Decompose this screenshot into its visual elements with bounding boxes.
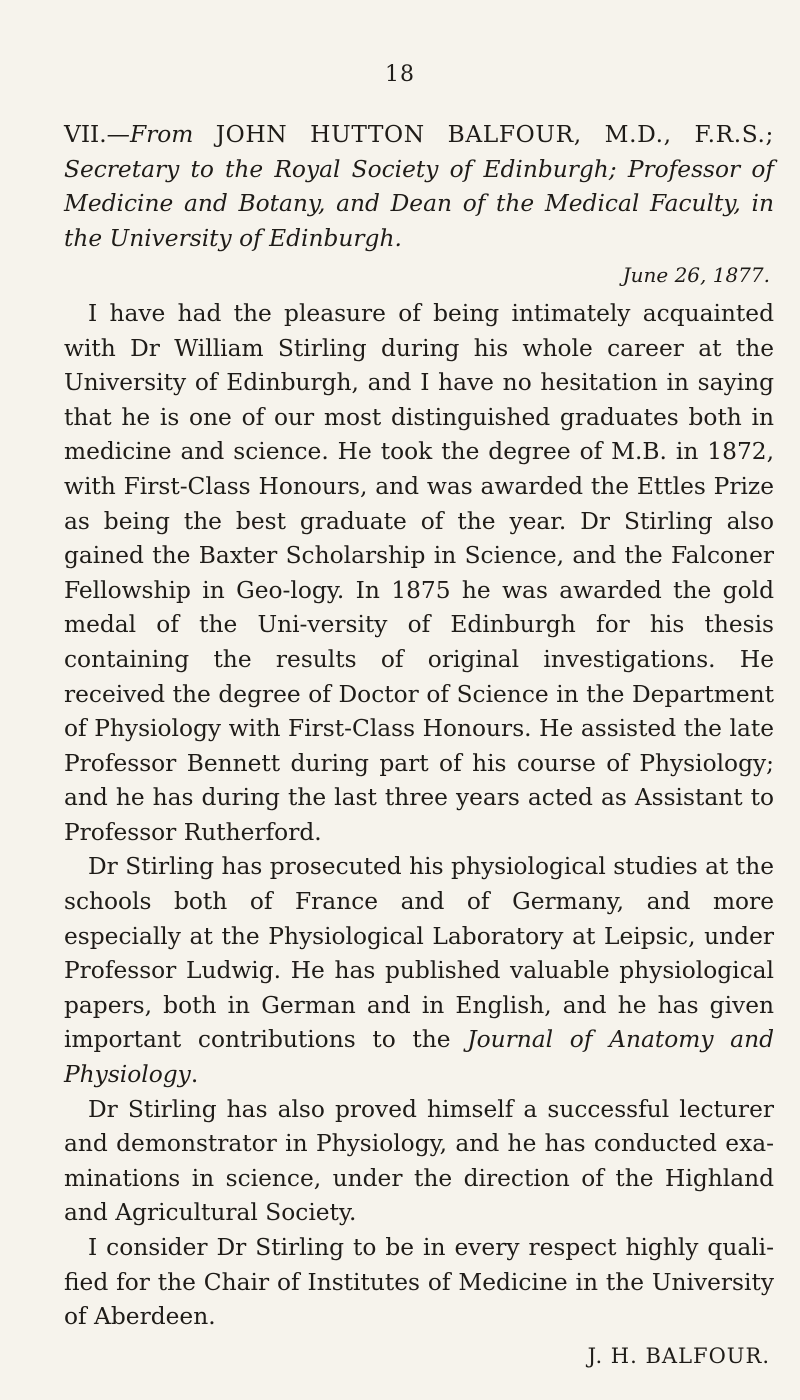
section-numeral: VII.— — [64, 121, 130, 148]
paragraph-3: Dr Stirling has also proved himself a successful lecturer and demonstrator in Physiology, and he has conducted exa-minations in science, under the direction of the Highland and Agricultural Society. — [64, 1095, 774, 1227]
letter-date: June 26, 1877. — [622, 263, 770, 288]
paragraph-1: I have had the pleasure of being intimately acquainted with Dr William Stirling during his whole career at the University of Edinburgh, and I have no hesitation in saying that he is one of our most distinguished graduates both in medicine and science. He took the degree of M.B. in 1872, with First-Class Honours, and was awarded the Ettles Prize as being the best graduate of the year. Dr Stirling also gained the Baxter Scholarship in Science, and the Falconer Fellowship in Geo-logy. In 1875 he was awarded the gold medal of the Uni-versity of Edinburgh for his thesis containing the results of original investigations. He received the degree of Doctor of Science in the Department of Physiology with First-Class Honours. He assisted the late Professor Bennett during part of his course of Physiology; and he has during the last three years acted as Assistant to Professor Rutherford. — [64, 299, 774, 846]
author-description: Secretary to the Royal Society of Edinburgh; Professor of Medicine and Botany, and Dean of the Medical Faculty, in the University of Edinburgh. — [64, 155, 774, 252]
paragraph-2-end: . — [190, 1061, 199, 1089]
paragraph-4: I consider Dr Stirling to be in every respect highly quali-fied for the Chair of Institutes of Medicine in the University of Aberdeen. — [64, 1234, 774, 1331]
paragraph-2-text: Dr Stirling has prosecuted his physiological studies at the schools both of France and of Germany, and more especially at the Physiological Laboratory at Leipsic, under Professor Ludwig. He has published valuable physiological papers, both in German and in English, and he has given important contributions to the — [64, 853, 774, 1054]
from-label: From — [129, 121, 194, 148]
page-number: 18 — [385, 62, 415, 87]
signature: J. H. BALFOUR. — [587, 1343, 770, 1368]
letter-body — [64, 118, 774, 1373]
journal-title: Journal of Anatomy and Physiology — [64, 1026, 774, 1089]
letter-heading — [64, 118, 774, 256]
paragraph-2 — [64, 850, 774, 1092]
author-name: JOHN HUTTON BALFOUR, M.D., F.R.S.; — [215, 121, 774, 148]
